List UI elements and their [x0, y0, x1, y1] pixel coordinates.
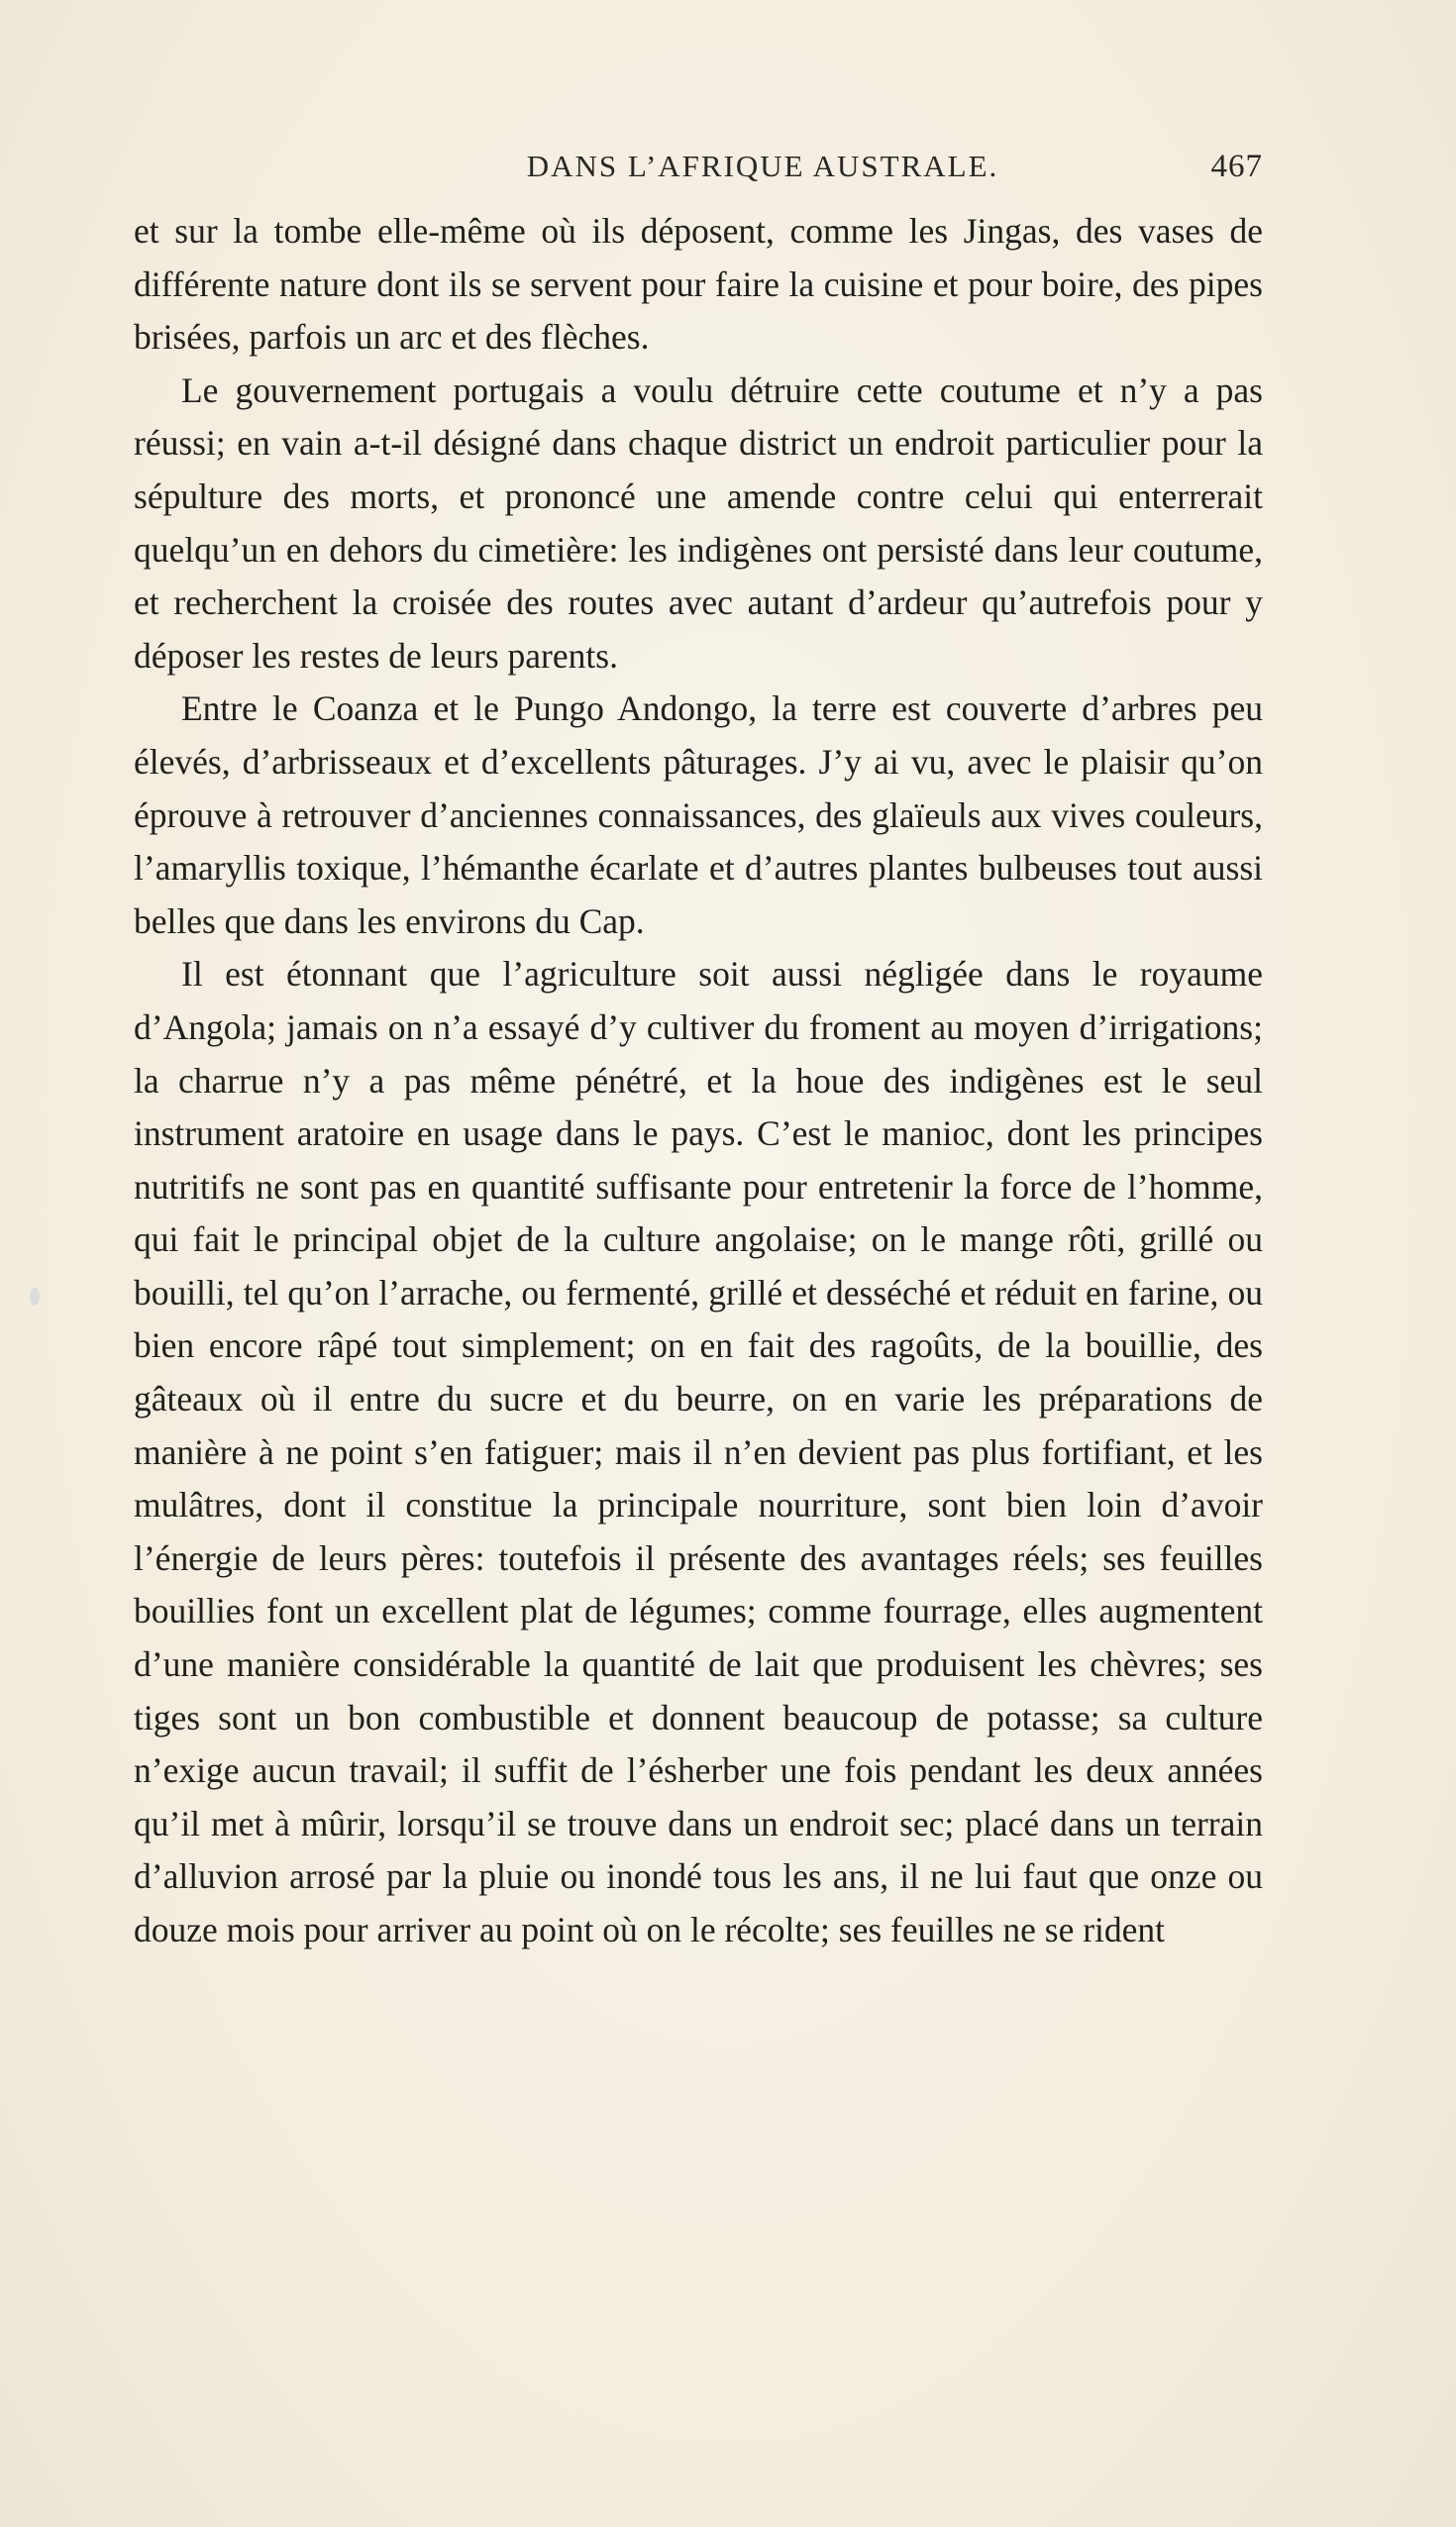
page-number: 467 — [1210, 149, 1263, 184]
paragraph-4: Il est étonnant que l’agriculture soit aussi négligée dans le royaume d’Angola; jamais on n’a essayé d’y cultiver du froment au moyen d’irrigations; la charrue n’y a pas même pénétré, et la houe des indigènes est le seul instrument aratoire en usage dans le pays. C’est le manioc, dont les principes nutritifs ne sont pas en quantité suffisante pour entretenir la force de l’homme, qui fait le principal objet de la culture angolaise; on le mange rôti, grillé ou bouilli, tel qu’on l’arrache, ou fermenté, grillé et desséché et réduit en farine, ou bien encore râpé tout simplement; on en fait des ragoûts, de la bouillie, des gâteaux où il entre du sucre et du beurre, on en varie les préparations de manière à ne point s’en fatiguer; mais il n’en devient pas plus fortifiant, et les mulâtres, dont il constitue la principale nourriture, sont bien loin d’avoir l’énergie de leurs pères: toutefois il présente des avantages réels; ses feuilles bouillies font un excellent plat de légumes; comme fourrage, elles augmentent d’une manière considérable la quantité de lait que produisent les chèvres; ses tiges sont un bon combustible et donnent beaucoup de potasse; sa culture n’exige aucun travail; il suffit de l’ésherber une fois pendant les deux années qu’il met à mûrir, lorsqu’il se trouve dans un endroit sec; placé dans un terrain d’alluvion arrosé par la pluie ou inondé tous les ans, il ne lui faut que onze ou douze mois pour arriver au point où on le récolte; ses feuilles ne se rident — [134, 954, 1263, 1949]
paragraph-1: et sur la tombe elle-même où ils déposent, comme les Jingas, des vases de différente nature dont ils se servent pour faire la cuisine et pour boire, des pipes brisées, parfois un arc et des flèches. — [134, 211, 1263, 358]
page-header — [134, 149, 1263, 198]
paragraph-3: Entre le Coanza et le Pungo Andongo, la terre est couverte d’arbres peu élevés, d’arbrisseaux et d’excellents pâturages. J’y ai vu, avec le plaisir qu’on éprouve à retrouver d’anciennes connaissances, des glaïeuls aux vives couleurs, l’amaryllis toxique, l’hémanthe écarlate et d’autres plantes bulbeuses tout aussi belles que dans les environs du Cap. — [134, 688, 1263, 941]
paper-speck — [30, 1288, 40, 1306]
body-text — [134, 205, 1263, 1957]
paragraph-2: Le gouvernement portugais a voulu détruire cette coutume et n’y a pas réussi; en vain a-t-il désigné dans chaque district un endroit particulier pour la sépulture des morts, et prononcé une amende contre celui qui enterrerait quelqu’un en dehors du cimetière: les indigènes ont persisté dans leur coutume, et recherchent la croisée des routes avec autant d’ardeur qu’autrefois pour y déposer les restes de leurs parents. — [134, 369, 1263, 676]
running-head: DANS L’AFRIQUE AUSTRALE. — [526, 149, 999, 183]
